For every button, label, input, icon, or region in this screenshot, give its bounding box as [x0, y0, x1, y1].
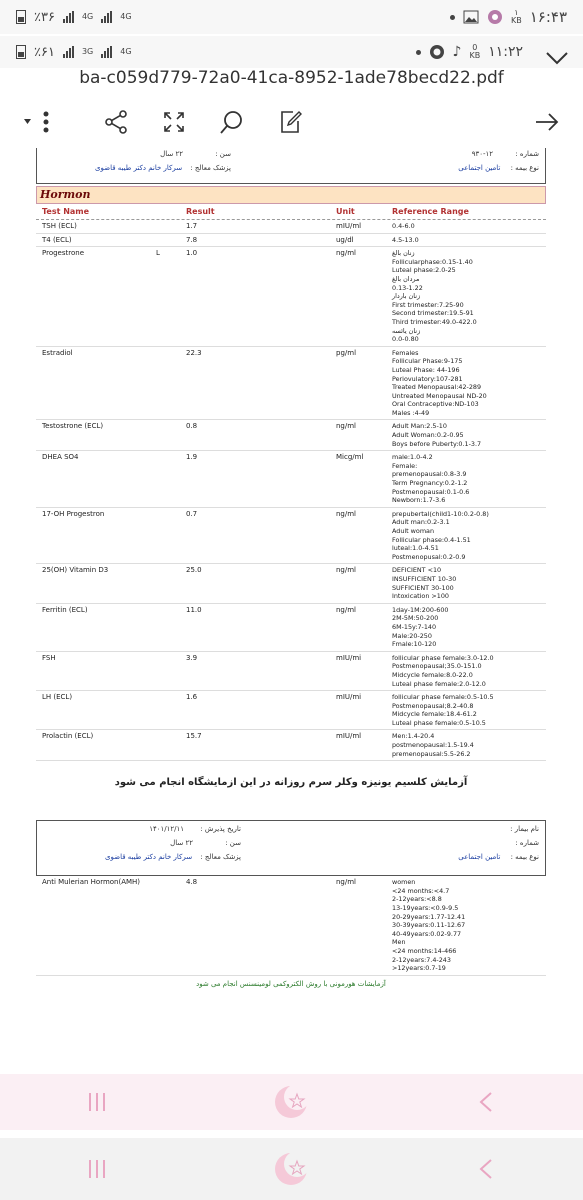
recents-icon — [85, 1091, 109, 1113]
reference-line: 30-39years:0.11-12.67 — [392, 921, 466, 930]
doctor-block: پزشک معالج : سرکار خانم دکتر طیبه قاضوی — [95, 164, 231, 172]
reference-range — [392, 349, 542, 418]
edit-button[interactable] — [276, 108, 304, 136]
test-name: 25(OH) Vitamin D3 — [42, 566, 109, 575]
test-name: DHEA SO4 — [42, 453, 79, 462]
reference-range — [392, 422, 542, 448]
results-table — [36, 220, 546, 761]
reference-line: زنان باردار — [392, 292, 421, 301]
reference-line: >12years:0.7-19 — [392, 964, 446, 973]
test-name: Prolactin (ECL) — [42, 732, 94, 741]
reference-line: follicular phase female:3.0-12.0 — [392, 653, 494, 662]
reference-line: 0.13-1.22 — [392, 283, 423, 292]
reference-line: SUFFICIENT 30-100 — [392, 583, 454, 592]
notification-dot-icon — [450, 15, 455, 20]
reference-line: male:1.0-4.2 — [392, 453, 433, 462]
battery-level-inner: ٪۶۱ — [34, 44, 55, 60]
table-row — [36, 604, 546, 652]
edit-icon — [277, 109, 303, 135]
table-row — [36, 234, 546, 248]
reference-line: premenopausal:0.8-3.9 — [392, 470, 467, 479]
reference-line: Second trimester:19.5-91 — [392, 309, 474, 318]
reference-range — [392, 249, 542, 344]
share-button[interactable] — [102, 108, 130, 136]
expand-icon — [161, 109, 187, 135]
reference-line: postmenopausal:1.5-19.4 — [392, 741, 474, 750]
test-unit: ug/dl — [336, 235, 354, 244]
test-flag — [156, 422, 186, 448]
notification-dot-icon-inner — [416, 50, 421, 55]
test-name: T4 (ECL) — [42, 235, 72, 244]
forward-icon — [534, 109, 560, 135]
insurance-block-2: نوع بیمه : تامین اجتماعی — [458, 853, 539, 862]
reference-line: Boys before Puberty:0.1-3.7 — [392, 439, 482, 448]
reference-line: Adult Man:2.5-10 — [392, 422, 447, 431]
reference-line: Periovulatory:107-281 — [392, 374, 463, 383]
reference-line: Treated Menopausal:42-289 — [392, 383, 482, 392]
recents-button[interactable] — [67, 1149, 127, 1189]
reference-line: 6M-15y:7-140 — [392, 622, 437, 631]
test-result: 7.8 — [186, 235, 198, 244]
reference-line: Luteal phase female:0.5-10.5 — [392, 718, 486, 727]
reference-line: Midcycle female:8.0-22.0 — [392, 670, 473, 679]
test-name: TSH (ECL) — [42, 222, 77, 230]
reference-range — [392, 236, 542, 245]
reference-line: Male:20-250 — [392, 631, 432, 640]
reference-line: Adult man:0.2-3.1 — [392, 518, 450, 527]
reference-line: <24 months:<4.7 — [392, 886, 450, 895]
test-flag — [156, 606, 186, 649]
reference-line: women — [392, 878, 416, 887]
battery-icon — [16, 10, 26, 24]
test-result: 1.7 — [186, 222, 198, 230]
test-flag — [156, 654, 186, 688]
network-type-inner: 3G — [81, 47, 94, 56]
reference-range — [392, 693, 542, 727]
reference-line: Newborn:1.7-3.6 — [392, 496, 446, 505]
status-right — [450, 8, 567, 26]
date-block: تاریخ پذیرش : ۱۴۰۱/۱۲/۱۱ — [149, 825, 241, 834]
table-header: Test Name Result Unit Reference Range — [36, 204, 546, 220]
tiktok-icon: ♪ — [452, 44, 462, 60]
reference-line: Follicular Phase:9-175 — [392, 357, 463, 366]
reference-line: Postmenopausal:0.1-0.6 — [392, 487, 470, 496]
pdf-page[interactable] — [36, 148, 546, 1068]
reference-line: follicular phase female:0.5-10.5 — [392, 693, 494, 702]
test-result: 11.0 — [186, 605, 202, 614]
battery-icon-inner — [16, 45, 26, 59]
status-right-inner — [416, 44, 523, 60]
reference-line: First trimester:7.25-90 — [392, 300, 464, 309]
reference-line: Luteal phase female:2.0-12.0 — [392, 679, 486, 688]
test-result: 0.8 — [186, 422, 198, 431]
app-notification-icon — [487, 9, 503, 25]
home-icon — [271, 1082, 311, 1122]
reference-range — [392, 222, 542, 231]
reference-line: Third trimester:49.0-422.0 — [392, 317, 477, 326]
network-type: 4G — [81, 12, 94, 21]
reference-line: Adult woman — [392, 527, 435, 535]
test-name: LH (ECL) — [42, 693, 73, 702]
test-unit: pg/ml — [336, 348, 357, 357]
table-row — [36, 247, 546, 347]
name-block-2: نام بیمار : — [510, 825, 539, 834]
search-icon — [219, 109, 245, 135]
reference-line: Follicular phase:0.4-1.51 — [392, 535, 471, 544]
table-row — [36, 691, 546, 730]
table-row — [36, 876, 546, 976]
signal-icon-2 — [101, 11, 112, 23]
reference-line: 0.4-6.0 — [392, 222, 415, 230]
gallery-icon — [463, 10, 479, 24]
table-row — [36, 220, 546, 234]
reference-line: Oral Contraceptive:ND-103 — [392, 400, 479, 409]
reference-line: Adult Woman:0.2-0.95 — [392, 431, 464, 440]
reference-line: 2M-5M:50-200 — [392, 614, 439, 623]
reference-line: prepubertal(child1-10:0.2-0.8) — [392, 509, 489, 518]
reference-line: 2-12years:7.4-243 — [392, 955, 451, 964]
chevron-down-icon[interactable] — [545, 50, 569, 66]
test-name: 17-OH Progestron — [42, 509, 105, 518]
number-block: شماره : ۱۲-۹۳۰ — [471, 150, 539, 158]
forward-button[interactable] — [533, 108, 561, 136]
file-name: ba-c059d779-72a0-41ca-8952-1ade78becd22.pdf — [0, 68, 583, 96]
reference-line: Midcycle female:18.4-61.2 — [392, 710, 477, 719]
test-result: 3.9 — [186, 653, 198, 662]
reference-range — [392, 606, 542, 649]
reference-line: Fmale:10-120 — [392, 640, 437, 649]
data-rate: ۱ KB — [510, 8, 522, 25]
recents-icon — [85, 1158, 109, 1180]
test-flag — [156, 453, 186, 505]
table-row — [36, 508, 546, 565]
number-block-2: شماره : — [515, 839, 539, 848]
test-flag — [156, 732, 186, 758]
test-name: FSH — [42, 653, 56, 662]
reference-line: 4.5-13.0 — [392, 235, 419, 244]
reference-line: Females — [392, 348, 419, 357]
test-name: Estradiol — [42, 348, 73, 357]
status-bar-inner — [0, 36, 583, 68]
test-result: 1.0 — [186, 249, 198, 258]
clock-inner: ۱۱:۲۲ — [488, 44, 523, 60]
test-result: 0.7 — [186, 509, 198, 518]
back-icon — [476, 1090, 496, 1114]
reference-line: مردان بالغ — [392, 274, 420, 283]
reference-line: Men — [392, 938, 406, 947]
test-result: 15.7 — [186, 732, 202, 741]
signal-icon-inner — [63, 46, 74, 58]
table-row — [36, 730, 546, 761]
test-name: Testostrone (ECL) — [42, 422, 104, 431]
data-rate-inner: 0 KB — [469, 43, 481, 60]
test-flag — [156, 222, 186, 231]
network-type-2: 4G — [120, 12, 132, 21]
signal-icon-inner-2 — [101, 46, 112, 58]
clock: ۱۶:۴۳ — [529, 8, 567, 26]
test-flag: L — [156, 249, 160, 258]
test-name: Anti Mulerian Hormon(AMH) — [42, 878, 141, 887]
share-icon — [103, 109, 129, 135]
reference-line: Postmenopusal:0.2-0.9 — [392, 552, 466, 561]
test-unit: mIU/ml — [336, 732, 362, 741]
table-row — [36, 451, 546, 508]
whatsapp-icon — [429, 44, 445, 60]
back-icon — [476, 1157, 496, 1181]
reference-line: Untreated Menopausal ND-20 — [392, 391, 487, 400]
test-flag — [156, 878, 186, 973]
reference-line: premenopausal:5.5-26.2 — [392, 749, 471, 758]
reference-line: Postmenopausal;35.0-151.0 — [392, 662, 482, 671]
viewer-toolbar — [0, 96, 583, 148]
reference-line: Follicularphase:0.15-1.40 — [392, 257, 473, 266]
network-type-inner-2: 4G — [120, 47, 132, 56]
test-unit: mIU/mi — [336, 693, 362, 702]
test-result: 1.6 — [186, 693, 198, 702]
sort-menu-button[interactable] — [22, 108, 68, 136]
test-unit: ng/ml — [336, 566, 357, 575]
reference-line: <24 months:14-466 — [392, 947, 457, 955]
status-left — [16, 10, 132, 25]
test-name: Ferritin (ECL) — [42, 605, 88, 614]
report-header-2 — [36, 820, 546, 876]
reference-range — [392, 654, 542, 688]
battery-level: ٪۳۶ — [34, 9, 55, 25]
test-unit: ng/ml — [336, 878, 357, 887]
test-result: 25.0 — [186, 566, 202, 575]
reference-line: luteal:1.0-4.51 — [392, 544, 439, 553]
reference-line: زنان بالغ — [392, 249, 415, 258]
table-row — [36, 347, 546, 421]
status-bar-outer — [0, 0, 583, 34]
reference-line: 40-49years:0.02-9.77 — [392, 929, 462, 938]
expand-button[interactable] — [160, 108, 188, 136]
test-result: 1.9 — [186, 453, 198, 462]
reference-line: Males :4-49 — [392, 408, 430, 417]
home-icon — [271, 1149, 311, 1189]
test-result: 4.8 — [186, 878, 198, 887]
reference-line: زنان یائسه — [392, 326, 421, 335]
test-unit: ng/ml — [336, 509, 357, 518]
reference-line: INSUFFICIENT 10-30 — [392, 574, 457, 583]
reference-range — [392, 878, 542, 973]
reference-line: Luteal phase:2.0-25 — [392, 266, 456, 275]
reference-line: DEFICIENT <10 — [392, 566, 442, 575]
reference-line: 20-29years:1.77-12.41 — [392, 912, 466, 921]
results-table-2 — [36, 876, 546, 976]
test-flag — [156, 510, 186, 562]
age-block-2: سن : ۲۲ سال — [170, 839, 241, 848]
reference-line: Men:1.4-20.4 — [392, 732, 435, 741]
test-unit: ng/ml — [336, 605, 357, 614]
back-button-inner[interactable] — [456, 1082, 516, 1122]
test-unit: mIU/ml — [336, 222, 362, 230]
reference-line: Intoxication >100 — [392, 592, 449, 601]
test-unit: Micg/ml — [336, 453, 364, 462]
test-unit: mIU/mi — [336, 653, 362, 662]
method-footnote: آزمایشات هورمونی با روش الکتروکمی لومینسنس انجام می شود — [196, 979, 386, 988]
reference-line: Postmenopausal;8.2-40.8 — [392, 701, 474, 710]
test-result: 22.3 — [186, 348, 202, 357]
reference-line: 13-19years:<0.9-9.5 — [392, 904, 459, 913]
reference-line: 2-12years:<8.8 — [392, 895, 442, 904]
reference-range — [392, 510, 542, 562]
test-flag — [156, 236, 186, 245]
table-row — [36, 652, 546, 691]
navigation-bar-outer — [0, 1138, 583, 1200]
signal-icon — [63, 11, 74, 23]
reference-range — [392, 566, 542, 600]
reference-line: Term Pregnancy:0.2-1.2 — [392, 479, 468, 488]
doctor-block-2: پزشک معالج : سرکار خانم دکتر طیبه قاضوی — [105, 853, 241, 862]
test-flag — [156, 693, 186, 727]
navigation-bar-inner — [0, 1074, 583, 1130]
back-button[interactable] — [456, 1149, 516, 1189]
age-block: سن : ۲۲ سال — [160, 150, 231, 158]
home-button-inner[interactable] — [261, 1082, 321, 1122]
report-header — [36, 148, 546, 184]
test-flag — [156, 349, 186, 418]
reference-range — [392, 732, 542, 758]
reference-range — [392, 453, 542, 505]
reference-line: Female: — [392, 461, 418, 470]
test-flag — [156, 566, 186, 600]
sort-icon — [22, 109, 68, 135]
status-left-inner — [16, 45, 132, 60]
test-unit: ng/ml — [336, 249, 357, 258]
table-row — [36, 564, 546, 603]
search-button[interactable] — [218, 108, 246, 136]
insurance-block: نوع بیمه : تامین اجتماعی — [458, 164, 539, 172]
section-title: Hormon — [36, 186, 546, 204]
test-unit: ng/ml — [336, 422, 357, 431]
reference-line: 1day-1M:200-600 — [392, 605, 449, 614]
recents-button-inner[interactable] — [67, 1082, 127, 1122]
reference-line: 0.0-0.80 — [392, 335, 419, 344]
table-row — [36, 420, 546, 451]
reference-line: Luteal Phase: 44-196 — [392, 365, 460, 374]
home-button[interactable] — [261, 1149, 321, 1189]
lab-note: آزمایش کلسیم یونیزه وکلر سرم روزانه در این ازمایشگاه انجام می شود — [114, 777, 468, 789]
test-name: Progestrone — [42, 249, 84, 258]
